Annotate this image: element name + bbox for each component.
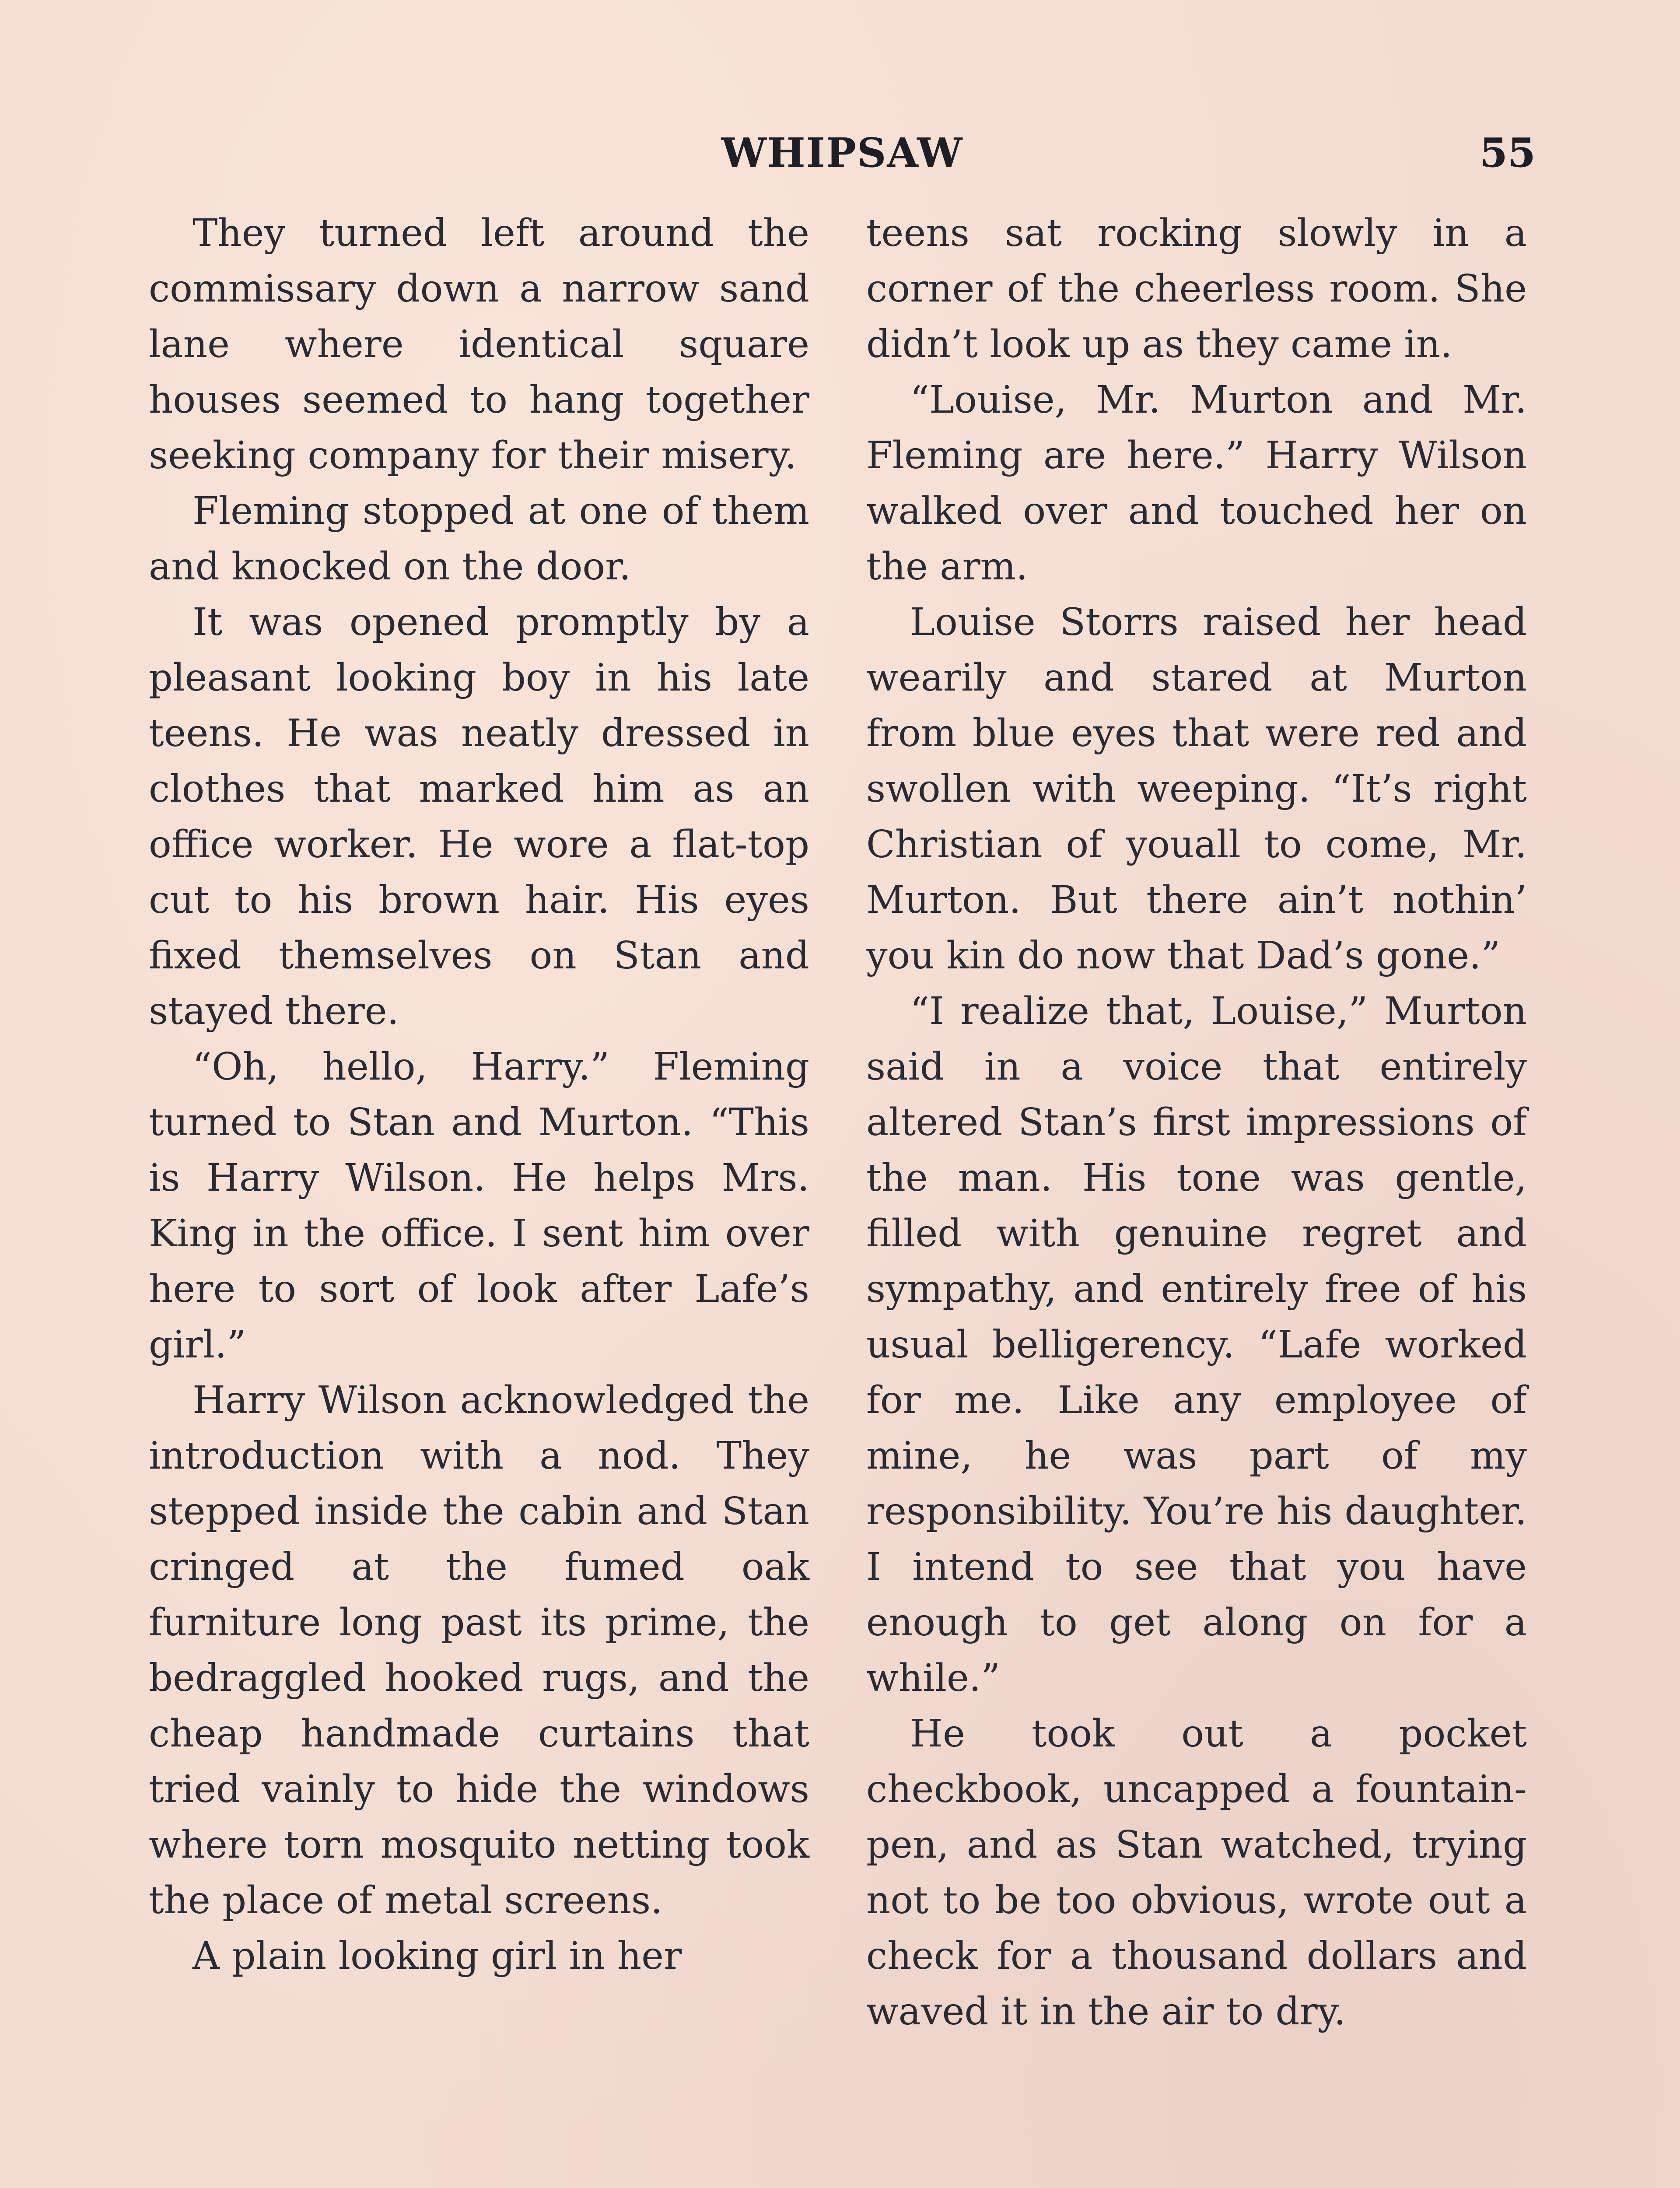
paragraph: Fleming stopped at one of them and knocked on the door. (149, 489, 809, 589)
paragraph: It was opened promptly by a pleasant looking boy in his late teens. He was neatly dressed in clothes that marked him as an office worker. He wore a flat-top cut to his brown hair. His eyes fixed themselves on Stan and stayed there. (149, 600, 809, 1033)
paragraph: They turned left around the commissary down a narrow sand lane where identical square houses seemed to hang together seeking company for their misery. (149, 211, 809, 477)
paragraph: He took out a pocket checkbook, uncapped a fountain-pen, and as Stan watched, trying not to be too obvious, wrote out a check for a thousand dollars and waved it in the air to dry. (866, 1712, 1527, 2034)
paragraph: “I realize that, Louise,” Murton said in a voice that entirely altered Stan’s first impressions of the man. His tone was gentle, filled with genuine regret and sympathy, and entirely free of his usual belligerency. “Lafe worked for me. Like any employee of mine, he was part of my responsibility. You’re his daughter. I intend to see that you have enough to get along on for a while.” (866, 989, 1527, 1700)
paragraph-continued: teens sat rocking slowly in a corner of the cheerless room. She didn’t look up as they came in. (866, 211, 1527, 366)
paragraph: A plain looking girl in her (192, 1934, 682, 1978)
paragraph: “Oh, hello, Harry.” Fleming turned to Stan and Murton. “This is Harry Wilson. He helps Mrs. King in the office. I sent him over here to sort of look after Lafe’s girl.” (149, 1045, 809, 1367)
paragraph: Louise Storrs raised her head wearily and stared at Murton from blue eyes that were red and swollen with weeping. “It’s right Christian of youall to come, Mr. Murton. But there ain’t nothin’ you kin do now that Dad’s gone.” (866, 600, 1527, 978)
paragraph: “Louise, Mr. Murton and Mr. Fleming are here.” Harry Wilson walked over and touched her on the arm. (866, 378, 1527, 589)
left-column (149, 206, 809, 1984)
paragraph: Harry Wilson acknowledged the introduction with a nod. They stepped inside the cabin and Stan cringed at the fumed oak furniture long past its prime, the bedraggled hooked rugs, and the cheap handmade curtains that tried vainly to hide the windows where torn mosquito netting took the place of metal screens. (149, 1378, 809, 1922)
page-header (149, 129, 1536, 186)
right-column (866, 206, 1527, 2040)
page-number: 55 (1479, 129, 1536, 176)
text-columns (149, 206, 1536, 2188)
running-title: WHIPSAW (721, 129, 963, 176)
